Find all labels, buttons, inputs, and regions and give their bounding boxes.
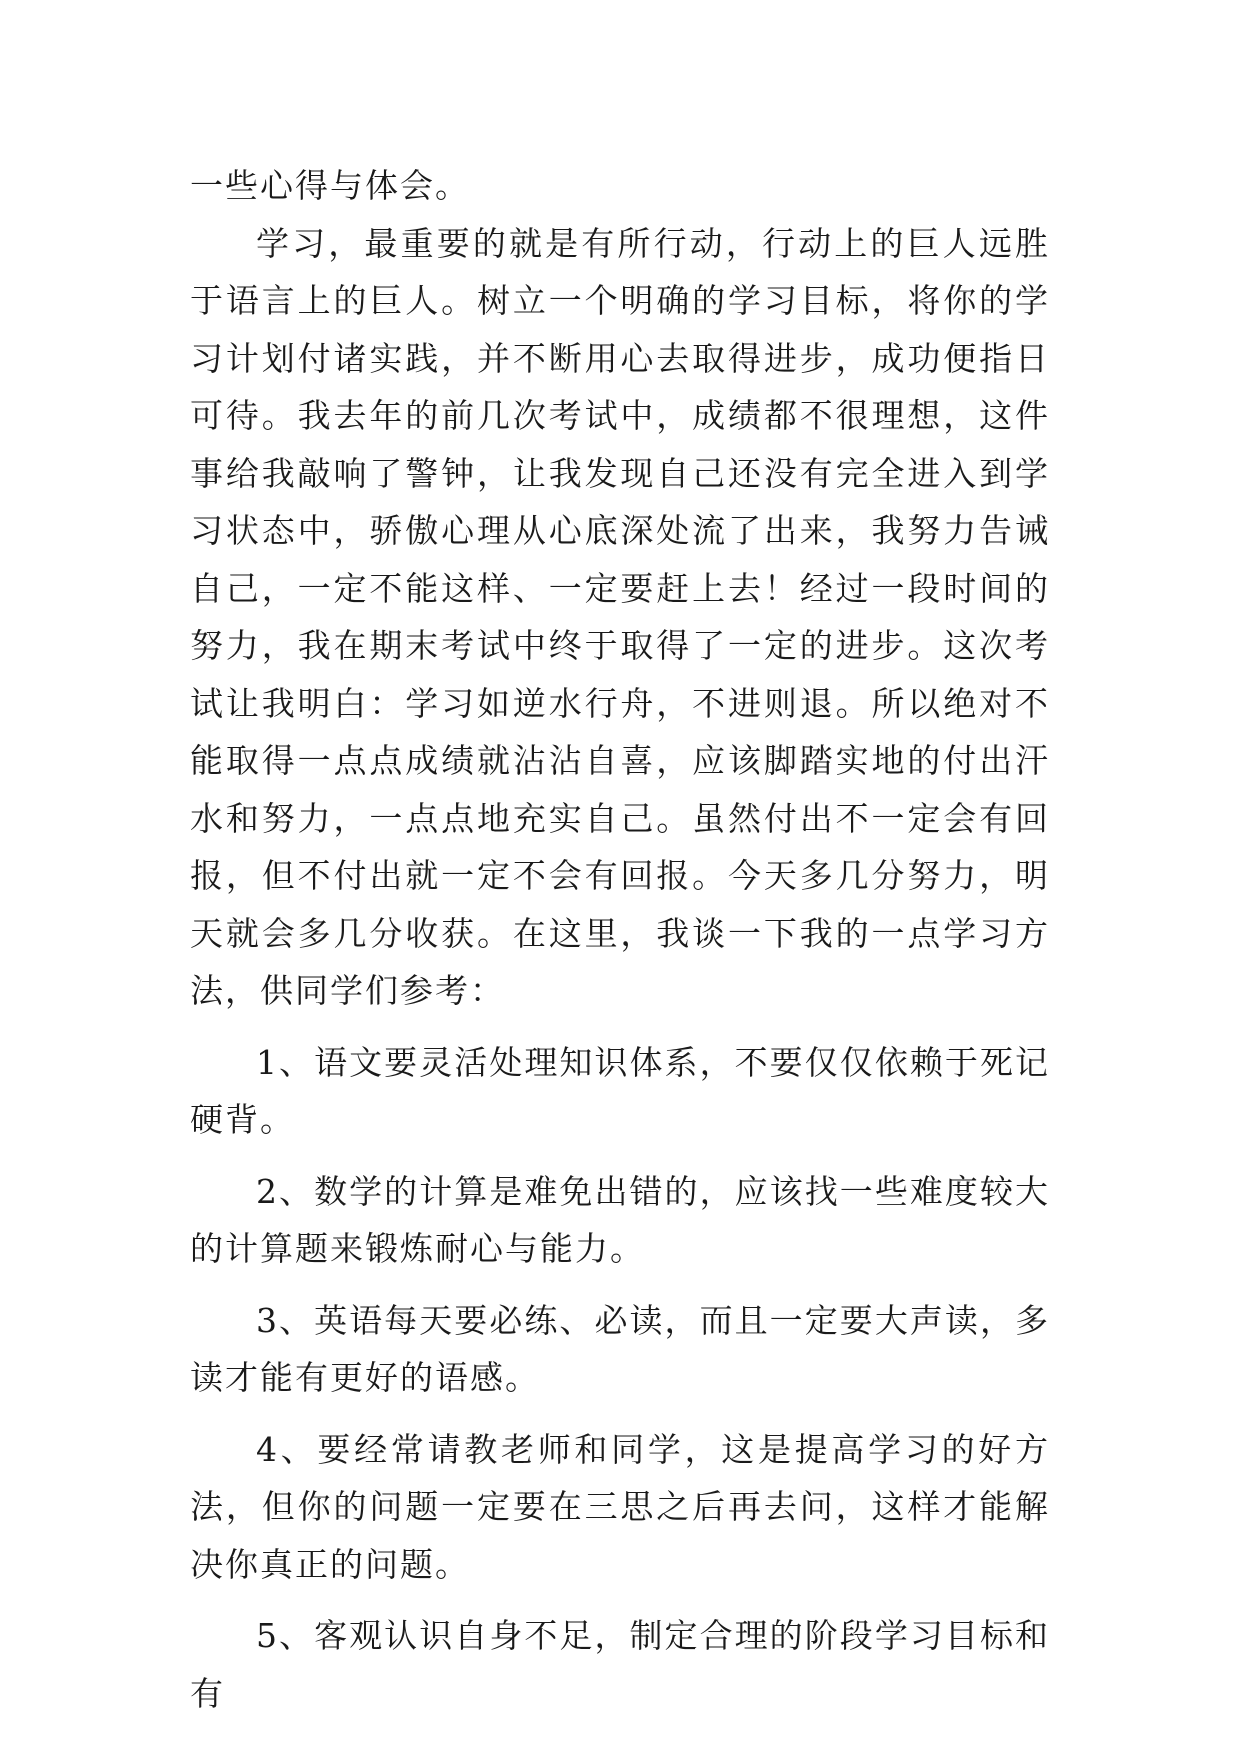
document-body: [190, 157, 1050, 1722]
paragraph-intro-tail: 一些心得与体会。: [190, 166, 470, 205]
list-item-chinese: 1、语文要灵活处理知识体系，不要仅仅依赖于死记硬背。: [190, 1042, 1050, 1139]
list-item-math: 2、数学的计算是难免出错的，应该找一些难度较大的计算题来锻炼耐心与能力。: [190, 1171, 1050, 1268]
paragraph-learning-action: 学习，最重要的就是有所行动，行动上的巨人远胜于语言上的巨人。树立一个明确的学习目标，将你的学习计划付诸实践，并不断用心去取得进步，成功便指日可待。我去年的前几次考试中，成绩都不很理想，这件事给我敲响了警钟，让我发现自己还没有完全进入到学习状态中，骄傲心理从心底深处流了出来，我努力告诫自己，一定不能这样、一定要赶上去！经过一段时间的努力，我在期末考试中终于取得了一定的进步。这次考试让我明白：学习如逆水行舟，不进则退。所以绝对不能取得一点点成绩就沾沾自喜，应该脚踏实地的付出汗水和努力，一点点地充实自己。虽然付出不一定会有回报，但不付出就一定不会有回报。今天多几分努力，明天就会多几分收获。在这里，我谈一下我的一点学习方法，供同学们参考：: [190, 223, 1050, 1010]
list-item-ask-teachers: 4、要经常请教老师和同学，这是提高学习的好方法，但你的问题一定要在三思之后再去问，这样才能解决你真正的问题。: [190, 1429, 1050, 1584]
list-item-english: 3、英语每天要必练、必读，而且一定要大声读，多读才能有更好的语感。: [190, 1300, 1050, 1397]
list-item-self-assessment: 5、客观认识自身不足，制定合理的阶段学习目标和有: [190, 1616, 1050, 1713]
